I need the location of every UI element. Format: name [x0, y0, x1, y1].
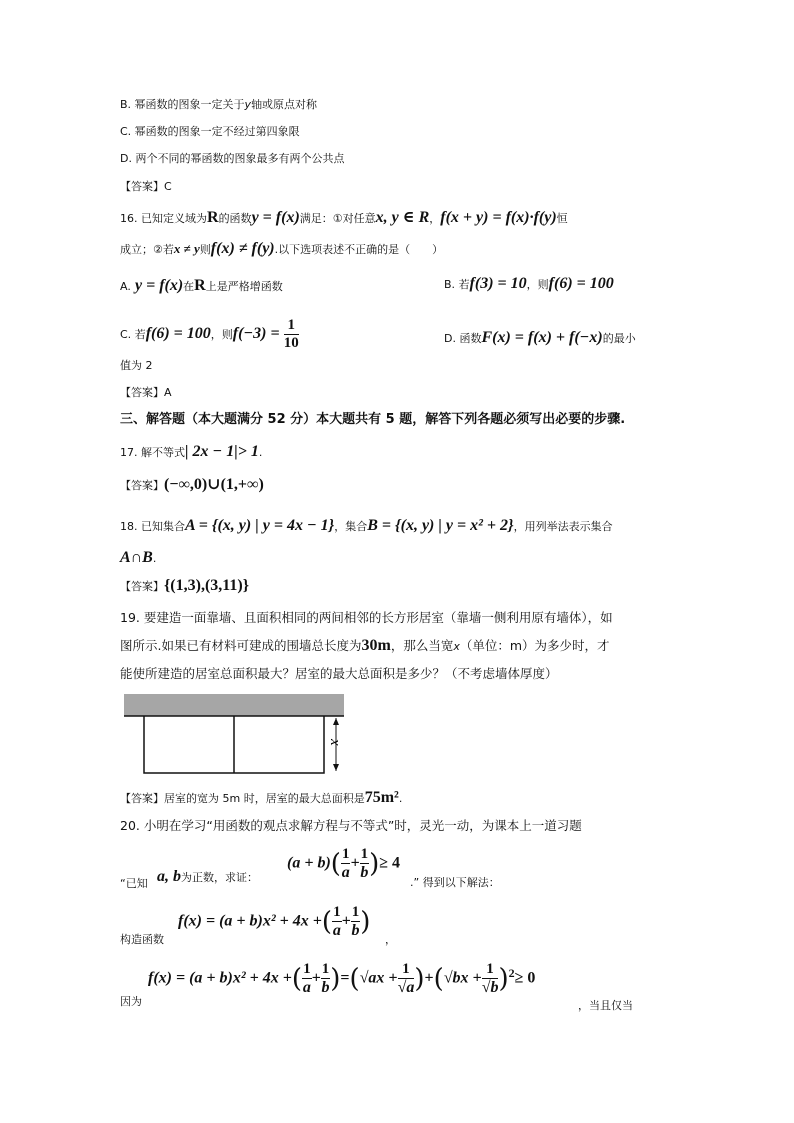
q20-known-prefix: “已知 — [120, 877, 148, 890]
q20-inequality: (a + b)( $\frac{1}{a}$ + $\frac{1}{b}$ )≥ 4 — [287, 846, 400, 881]
q16-line2: 成立；②若x ≠ y则f(x) ≠ f(y).以下选项表述不正确的是（ ） — [120, 240, 444, 257]
q16-line1: 16. 已知定义域为R的函数y = f(x)满足：①对任意x, y ∈ R，f(x + y) = f(x)·f(y)恒 — [120, 209, 568, 226]
q20-quote-end: .” 得到以下解法： — [410, 876, 500, 889]
option-d: D. 两个不同的幂函数的图象最多有两个公共点 — [120, 152, 345, 165]
answer-15: 【答案】C — [120, 180, 172, 193]
q20-line1: 20. 小明在学习“用函数的观点求解方程与不等式”时，灵光一动，为课本上一道习题 — [120, 818, 582, 833]
q19-line1: 19. 要建造一面靠墙、且面积相同的两间相邻的长方形居室（靠墙一侧利用原有墙体），如 — [120, 610, 613, 625]
q16-option-b: B. 若f(3) = 10，则f(6) = 100 — [444, 275, 614, 292]
q16-option-d: D. 函数F(x) = f(x) + f(−x)的最小 — [444, 329, 636, 346]
width-label: x — [327, 739, 343, 746]
q20-function: f(x) = (a + b)x² + 4x +( $\frac{1}{a}$ + $\frac{1}{b}$ ) — [178, 904, 371, 939]
q16-option-d-line2: 值为 2 — [120, 359, 153, 372]
q17-line: 17. 解不等式| 2x − 1|> 1. — [120, 443, 263, 460]
section-heading: 三、解答题（本大题满分 52 分）本大题共有 5 题，解答下列各题必须写出必要的步骤. — [120, 412, 626, 427]
q20-comma: ， — [385, 933, 396, 946]
q19-answer: 【答案】居室的宽为 5m 时，居室的最大总面积是75m². — [120, 789, 403, 806]
q17-answer: 【答案】(−∞,0)∪(1,+∞) — [120, 476, 264, 493]
q20-ab: a, b为正数，求证： — [157, 868, 258, 885]
q18-line1: 18. 已知集合A = {(x, y) | y = 4x − 1}，集合B = {(x, y) | y = x² + 2}，用列举法表示集合 — [120, 517, 613, 534]
option-c: C. 幂函数的图象一定不经过第四象限 — [120, 125, 300, 138]
q16-option-a: A. y = f(x)在R上是严格增函数 — [120, 277, 283, 294]
q20-tail: ，当且仅当 — [578, 999, 633, 1012]
q18-line2: A∩B. — [120, 549, 157, 566]
q20-because: 因为 — [120, 995, 142, 1008]
q18-answer: 【答案】{(1,3),(3,11)} — [120, 577, 250, 594]
q16-option-c: C. 若f(6) = 100，则f(−3) = $\frac{1}{10}$ — [120, 317, 299, 351]
q19-line3: 能使所建造的居室总面积最大？居室的最大总面积是多少？（不考虑墙体厚度） — [120, 666, 558, 681]
q19-line2: 图所示.如果已有材料可建成的围墙总长度为30m，那么当宽x（单位：m）为多少时，才 — [120, 637, 610, 654]
q20-construct: 构造函数 — [120, 933, 164, 946]
option-b: B. 幂函数的图象一定关于y轴或原点对称 — [120, 98, 318, 111]
q20-proof: f(x) = (a + b)x² + 4x +( $\frac{1}{a}$ + $\frac{1}{b}$ )=(√ax + $\frac{1}{√a}$ )+(√bx + $\frac{1}{√b}$ )$^2$≥ 0 — [148, 961, 536, 996]
answer-16: 【答案】A — [120, 386, 172, 399]
wall — [124, 694, 344, 716]
rooms-figure — [120, 690, 350, 780]
